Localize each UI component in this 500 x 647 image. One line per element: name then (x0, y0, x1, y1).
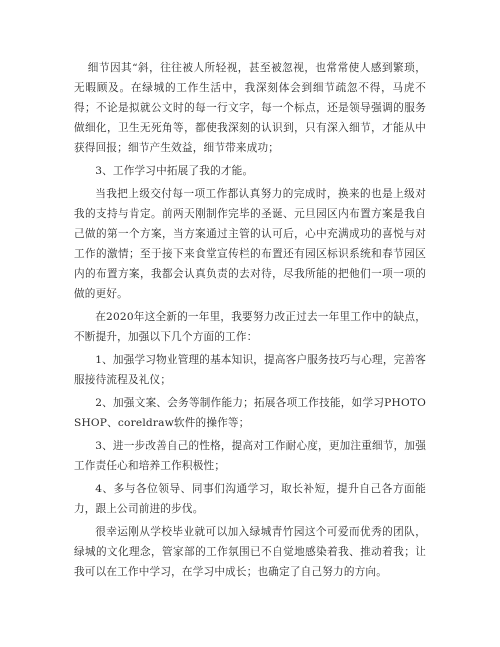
paragraph-new-year: 在2020年这全新的一年里，我要努力改正过去一年里工作中的缺点，不断提升，加强以下几个方面的工作： (74, 311, 426, 343)
paragraph-heading-3: 3、工作学习中拓展了我的才能。 (95, 165, 254, 177)
paragraph-work-plan: 当我把上级交付每一项工作都认真努力的完成时，换来的也是上级对我的支持与肯定。前两天刚制作完毕的圣诞、元旦园区内布置方案是我自己做的第一个方案，当方案通过主管的认可后，心中充满成功的喜悦与对工作的激情；至于接下来食堂宣传栏的布置还有园区标识系统和春节园区内的布置方案，我都会认真负责的去对待，尽我所能的把他们一项一项的做的更好。 (74, 188, 426, 300)
list-item-3: 3、进一步改善自己的性格，提高对工作耐心度，更加注重细节，加强工作责任心和培养工作积极性； (74, 440, 426, 472)
paragraph-details: 细节因其“斜，往往被人所轻视，甚至被忽视，也常常使人感到繁琐，无暇顾及。在绿城的工作生活中，我深刻体会到细节疏忽不得，马虎不得；不论是拟就公文时的每一行文字，每一个标点，还是领导强调的服务做细化，卫生无死角等，都使我深刻的认识到，只有深入细节，才能从中获得回报；细节产生效益，细节带来成功； (74, 62, 426, 154)
list-item-4: 4、多与各位领导、同事们沟通学习，取长补短，提升自己各方面能力，跟上公司前进的步伐。 (74, 483, 426, 515)
paragraph-closing: 很幸运刚从学校毕业就可以加入绿城青竹园这个可爱而优秀的团队，绿城的文化理念，管家部的工作氛围已不自觉地感染着我、推动着我；让我可以在工作中学习，在学习中成长；也确定了自己努力的方向。 (74, 526, 426, 578)
document-page (74, 58, 426, 585)
list-item-1: 1、加强学习物业管理的基本知识，提高客户服务技巧与心理，完善客服接待流程及礼仪； (74, 354, 426, 386)
list-item-2: 2、加强文案、会务等制作能力；拓展各项工作技能，如学习PHOTOSHOP、coreldraw软件的操作等； (74, 397, 426, 429)
